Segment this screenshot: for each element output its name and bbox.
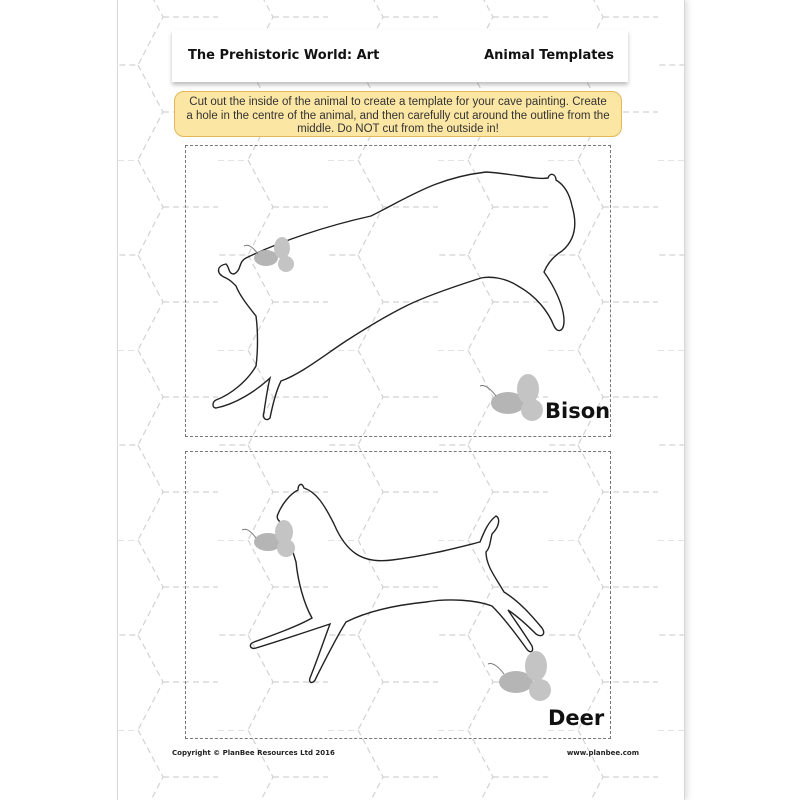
worksheet-title: The Prehistoric World: Art	[188, 48, 380, 63]
bison-label: Bison	[545, 399, 611, 423]
bee-icon	[242, 520, 295, 557]
header-band	[172, 30, 628, 82]
deer-label: Deer	[548, 706, 605, 730]
deer-template-panel	[185, 451, 611, 739]
bison-outline	[186, 146, 612, 438]
copyright-text: Copyright © PlanBee Resources Ltd 2016	[172, 749, 335, 757]
bee-icon	[480, 374, 543, 421]
bee-icon	[488, 651, 551, 701]
bee-icon	[244, 237, 294, 272]
worksheet-page	[118, 0, 684, 800]
deer-outline	[186, 452, 612, 740]
bison-template-panel	[185, 145, 611, 437]
instructions-box	[174, 91, 622, 137]
website-link[interactable]: www.planbee.com	[566, 749, 639, 757]
instructions-text: Cut out the inside of the animal to create a template for your cave painting. Create a hole in the centre of the animal, and then carefully cut around the outline from the middle. Do NOT cut from the outside in!	[186, 96, 610, 135]
section-title: Animal Templates	[484, 48, 614, 63]
